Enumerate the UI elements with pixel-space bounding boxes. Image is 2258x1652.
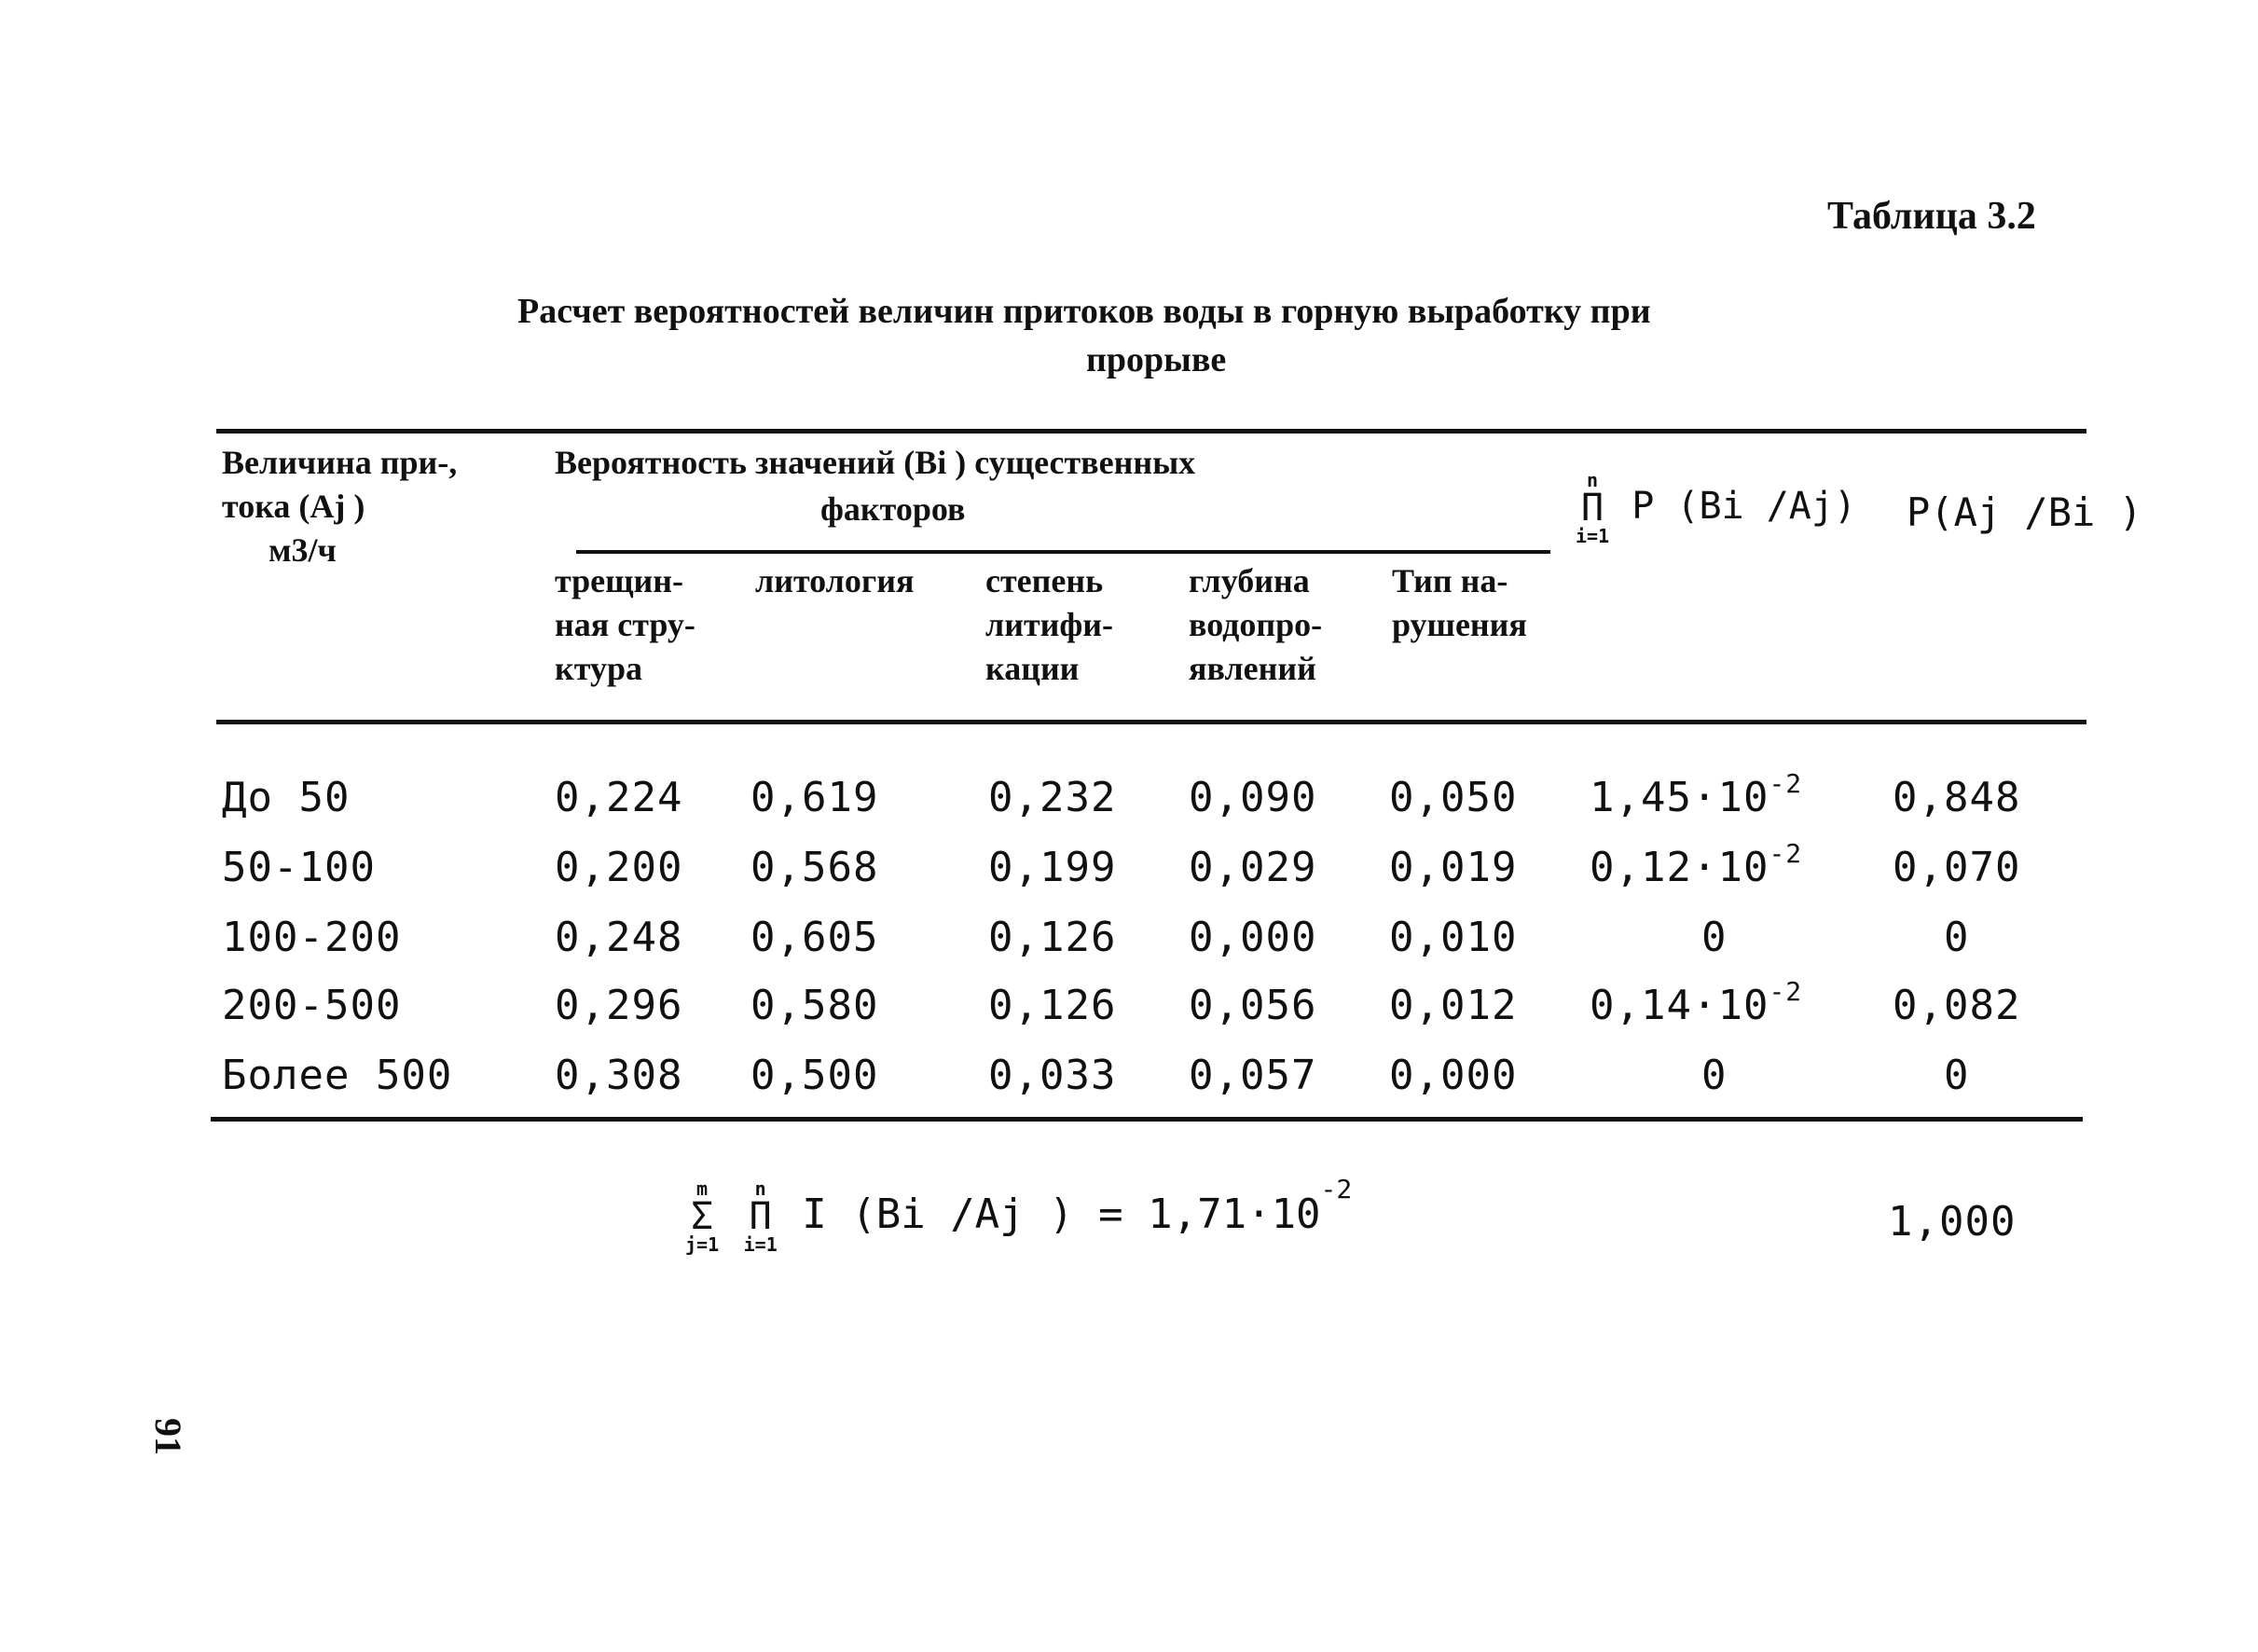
row-fracture-value: 0,296 [555,982,683,1029]
row-inflow-range: Более 500 [222,1052,453,1099]
row-disturbance-value: 0,050 [1389,774,1518,821]
table-title-line1: Расчет вероятностей величин притоков воды в горную выработку при [517,292,1651,331]
row-inflow-range: 100-200 [222,914,402,961]
row-lithology-value: 0,500 [750,1052,879,1099]
product-base: 0,12·10 [1590,844,1769,891]
row-depth-value: 0,029 [1189,844,1317,891]
row-lithification-value: 0,033 [988,1052,1117,1099]
header-product: n П i=1 P (Bi /Aj) [1576,469,1857,547]
row-lithification-value: 0,126 [988,914,1117,961]
top-rule [216,429,2086,434]
row-product-value [1701,1052,1728,1099]
row-depth-value: 0,056 [1189,982,1317,1029]
row-depth-value: 0,057 [1189,1052,1317,1099]
row-lithology-value: 0,605 [750,914,879,961]
row-lithification-value: 0,126 [988,982,1117,1029]
table-title-line2: прорыве [1086,340,1227,379]
row-fracture-value: 0,248 [555,914,683,961]
total-formula: m Σ j=1 n П i=1 I (Bi /Aj ) = $1,71\cdot 10^{-2}$ [685,1174,1353,1256]
header-disturbance-type: Тип на- рушения [1392,562,1527,643]
row-lithification-value: 0,232 [988,774,1117,821]
product-base: 0 [1701,1052,1728,1099]
row-lithification-value: 0,199 [988,844,1117,891]
header-factor-group: Вероятность значений (Bi ) существенных [555,444,1196,481]
row-inflow-range: 50-100 [222,844,376,891]
row-disturbance-value: 0,000 [1389,1052,1518,1099]
table-label: Таблица 3.2 [1827,195,2036,238]
header-fracture-structure: трещин- ная стру- ктура [555,562,695,687]
row-lithology-value: 0,580 [750,982,879,1029]
row-fracture-value: 0,224 [555,774,683,821]
group-rule [576,550,1550,554]
row-inflow-range: 200-500 [222,982,402,1029]
header-rule [216,720,2086,724]
row-lithology-value: 0,619 [750,774,879,821]
product-exponent: -2 [1769,768,1803,799]
header-lithology: литология [755,562,915,599]
row-product-value [1701,914,1728,961]
product-exponent: -2 [1769,976,1803,1007]
header-posterior: P(Aj /Bi ) [1907,489,2142,535]
row-fracture-value: 0,200 [555,844,683,891]
row-posterior-value: 0,082 [1893,982,2021,1029]
row-depth-value: 0,090 [1189,774,1317,821]
row-product-value [1590,838,1803,891]
row-posterior-value: 0,848 [1893,774,2021,821]
page-number: 91 [147,1418,189,1455]
row-product-value [1590,768,1803,821]
row-posterior-value: 0,070 [1893,844,2021,891]
row-posterior-value: 0 [1944,914,1970,961]
row-product-value [1590,976,1803,1029]
total-posterior: 1,000 [1888,1198,2017,1246]
row-disturbance-value: 0,010 [1389,914,1518,961]
bottom-rule [211,1117,2083,1122]
header-factor-group-2: факторов [820,490,966,528]
header-lithification: степень литифи- кации [985,562,1114,687]
row-inflow-range: До 50 [222,774,351,821]
row-depth-value: 0,000 [1189,914,1317,961]
row-disturbance-value: 0,019 [1389,844,1518,891]
product-exponent: -2 [1769,838,1803,869]
row-disturbance-value: 0,012 [1389,982,1518,1029]
row-fracture-value: 0,308 [555,1052,683,1099]
row-lithology-value: 0,568 [750,844,879,891]
header-inflow: Величина при-, тока (Aj ) м3/ч [222,444,458,569]
row-posterior-value: 0 [1944,1052,1970,1099]
product-base: 0,14·10 [1590,982,1769,1029]
product-base: 1,45·10 [1590,774,1769,821]
header-depth: глубина водопро- явлений [1189,562,1323,687]
product-base: 0 [1701,914,1728,961]
